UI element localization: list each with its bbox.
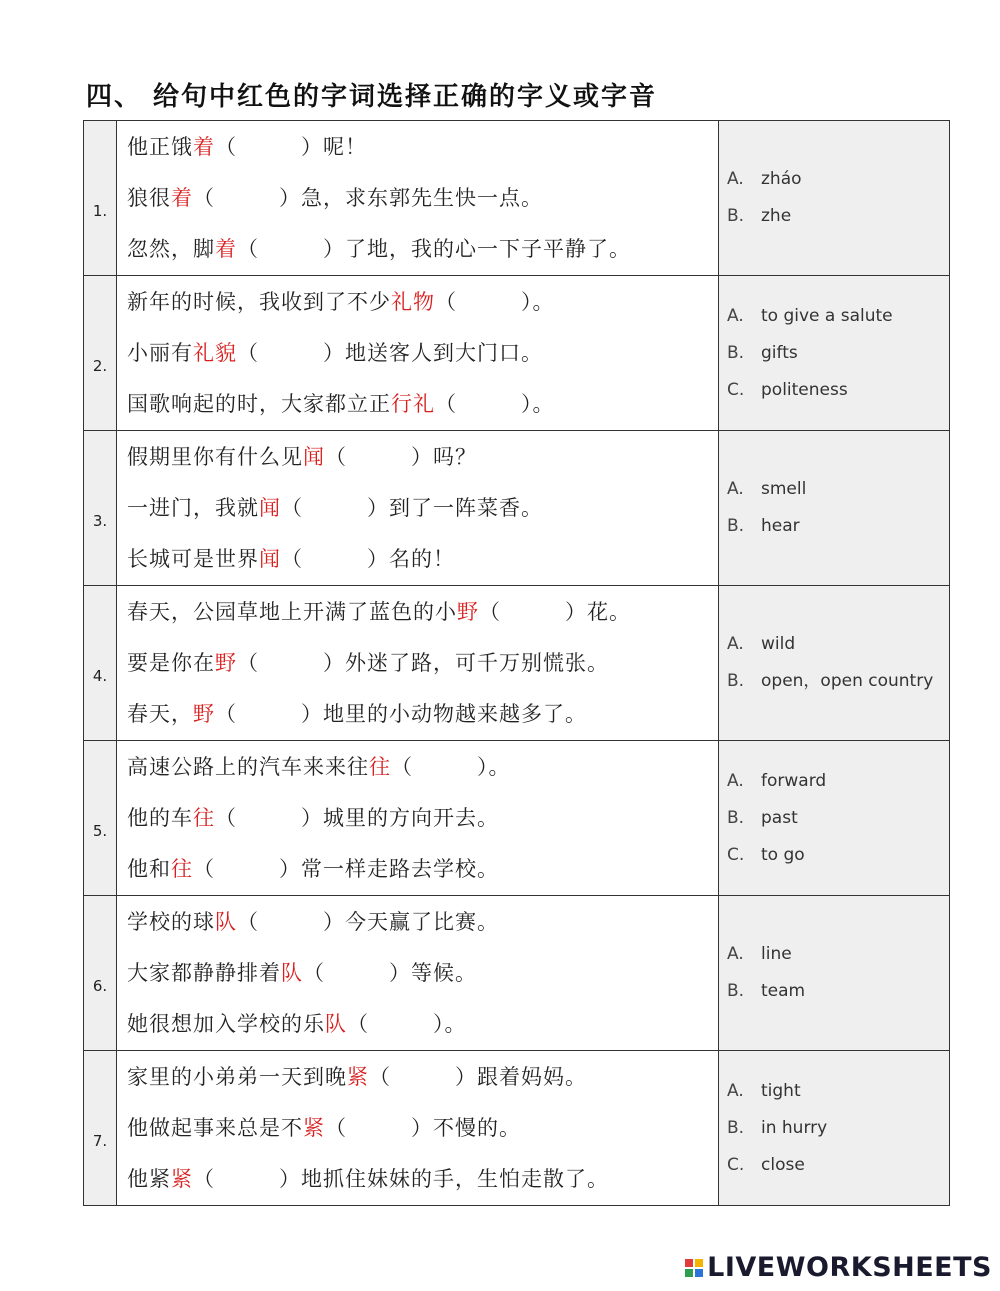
open-paren: （ — [237, 340, 259, 365]
question-row — [84, 586, 950, 741]
sentence-line — [117, 379, 718, 430]
option-letter: B. — [727, 516, 745, 536]
sentence-text: 假期里你有什么见 — [127, 444, 303, 469]
option-text: open，open country — [761, 671, 934, 691]
sentence-line — [117, 432, 718, 483]
highlighted-word: 队 — [215, 909, 237, 934]
highlighted-word: 队 — [281, 960, 303, 985]
sentence-text: 学校的球 — [127, 909, 215, 934]
sentence-text: 他做起事来总是不 — [127, 1115, 303, 1140]
sentence-text: 家里的小弟弟一天到晚 — [127, 1064, 347, 1089]
options-cell — [719, 1051, 950, 1206]
sentence-tail: ）名的！ — [367, 546, 455, 571]
question-number: 7. — [84, 1051, 117, 1206]
highlighted-word: 往 — [193, 805, 215, 830]
open-paren: （ — [347, 1011, 369, 1036]
open-paren: （ — [303, 960, 325, 985]
sentences-cell — [117, 121, 719, 276]
sentence-text: 春天，公园草地上开满了蓝色的小 — [127, 599, 457, 624]
option-letter: A. — [727, 1080, 744, 1101]
sentence-tail: ）。 — [477, 754, 511, 779]
option-letter: B. — [727, 671, 745, 691]
highlighted-word: 野 — [215, 650, 237, 675]
exercise-table — [83, 120, 950, 1206]
sentence-tail: ）地抓住妹妹的手，生怕走散了。 — [279, 1166, 609, 1191]
option-text: line — [761, 944, 792, 964]
sentence-text: 国歌响起的时，大家都立正 — [127, 391, 391, 416]
option-letter: A. — [727, 479, 744, 499]
option-letter: A. — [727, 634, 744, 654]
sentence-text: 他和 — [127, 856, 171, 881]
option-letter: A. — [727, 305, 744, 326]
option-letter: C. — [727, 844, 745, 865]
highlighted-word: 紧 — [171, 1166, 193, 1191]
sentence-tail: ）地里的小动物越来越多了。 — [301, 701, 587, 726]
sentence-tail: ）了地，我的心一下子平静了。 — [323, 236, 631, 261]
highlighted-word: 着 — [215, 236, 237, 261]
open-paren: （ — [193, 856, 215, 881]
question-number: 5. — [84, 741, 117, 896]
sentence-line — [117, 948, 718, 999]
sentence-tail: ）。 — [521, 391, 555, 416]
open-paren: （ — [325, 444, 347, 469]
sentence-line — [117, 793, 718, 844]
brand-square-yellow — [695, 1259, 703, 1267]
question-row — [84, 121, 950, 276]
question-number: 3. — [84, 431, 117, 586]
sentence-line — [117, 587, 718, 638]
open-paren: （ — [215, 134, 237, 159]
highlighted-word: 闻 — [259, 546, 281, 571]
open-paren: （ — [215, 805, 237, 830]
question-row — [84, 896, 950, 1051]
option-text: zháo — [761, 169, 802, 189]
option-text: past — [761, 807, 798, 828]
brand-icon — [685, 1259, 703, 1277]
sentence-text: 忽然，脚 — [127, 236, 215, 261]
sentence-tail: ）等候。 — [389, 960, 477, 985]
option-letter: B. — [727, 1117, 745, 1138]
question-row — [84, 741, 950, 896]
sentence-tail: ）花。 — [565, 599, 631, 624]
open-paren: （ — [325, 1115, 347, 1140]
option-item — [727, 298, 949, 335]
option-text: hear — [761, 516, 800, 536]
open-paren: （ — [369, 1064, 391, 1089]
option-item — [727, 763, 949, 800]
sentence-tail: ）跟着妈妈。 — [455, 1064, 587, 1089]
open-paren: （ — [237, 236, 259, 261]
sentence-text: 春天， — [127, 701, 193, 726]
sentence-tail: ）常一样走路去学校。 — [279, 856, 499, 881]
sentence-text: 他紧 — [127, 1166, 171, 1191]
option-item — [727, 800, 949, 837]
sentence-text: 高速公路上的汽车来来往 — [127, 754, 369, 779]
option-item — [727, 335, 949, 372]
sentence-tail: ）急，求东郭先生快一点。 — [279, 185, 543, 210]
sentences-cell — [117, 741, 719, 896]
sentence-text: 一进门，我就 — [127, 495, 259, 520]
option-letter: C. — [727, 1154, 745, 1175]
sentence-tail: ）外迷了路，可千万别慌张。 — [323, 650, 609, 675]
open-paren: （ — [193, 1166, 215, 1191]
sentence-tail: ）地送客人到大门口。 — [323, 340, 543, 365]
option-text: politeness — [761, 379, 848, 400]
open-paren: （ — [435, 289, 457, 314]
option-text: in hurry — [761, 1117, 828, 1138]
option-item — [727, 1147, 949, 1184]
option-letter: B. — [727, 342, 745, 363]
sentence-tail: ）呢！ — [301, 134, 367, 159]
sentence-line — [117, 1154, 718, 1205]
question-row — [84, 1051, 950, 1206]
option-text: gifts — [761, 342, 798, 363]
open-paren: （ — [479, 599, 501, 624]
highlighted-word: 往 — [369, 754, 391, 779]
option-text: to go — [761, 844, 805, 865]
highlighted-word: 闻 — [303, 444, 325, 469]
sentence-text: 他正饿 — [127, 134, 193, 159]
options-cell — [719, 741, 950, 896]
option-letter: A. — [727, 770, 744, 791]
highlighted-word: 礼貌 — [193, 340, 237, 365]
option-text: to give a salute — [761, 305, 893, 326]
option-text: zhe — [761, 206, 792, 226]
sentence-line — [117, 224, 718, 275]
brand-text: LIVEWORKSHEETS — [707, 1252, 992, 1283]
open-paren: （ — [237, 650, 259, 675]
worksheet-title: 四、 给句中红色的字词选择正确的字义或字音 — [86, 82, 658, 112]
sentence-line — [117, 742, 718, 793]
options-cell — [719, 586, 950, 741]
question-row — [84, 276, 950, 431]
options-cell — [719, 121, 950, 276]
sentence-line — [117, 277, 718, 328]
sentence-line — [117, 897, 718, 948]
option-letter: A. — [727, 944, 744, 964]
option-text: close — [761, 1154, 805, 1175]
option-item — [727, 936, 949, 973]
option-letter: B. — [727, 981, 745, 1001]
sentence-tail: ）。 — [521, 289, 555, 314]
option-text: tight — [761, 1080, 801, 1101]
brand-square-blue — [695, 1269, 703, 1277]
sentence-text: 要是你在 — [127, 650, 215, 675]
option-item — [727, 626, 949, 663]
options-cell — [719, 431, 950, 586]
option-item — [727, 973, 949, 1010]
brand-square-red — [685, 1259, 693, 1267]
option-letter: B. — [727, 807, 745, 828]
sentence-line — [117, 122, 718, 173]
option-item — [727, 1110, 949, 1147]
sentence-line — [117, 1103, 718, 1154]
sentence-line — [117, 844, 718, 895]
sentence-line — [117, 328, 718, 379]
highlighted-word: 着 — [171, 185, 193, 210]
sentence-tail: ）吗？ — [411, 444, 477, 469]
sentence-tail: ）到了一阵菜香。 — [367, 495, 543, 520]
option-letter: B. — [727, 206, 745, 226]
open-paren: （ — [391, 754, 413, 779]
sentences-cell — [117, 896, 719, 1051]
sentence-text: 小丽有 — [127, 340, 193, 365]
question-row — [84, 431, 950, 586]
option-text: team — [761, 981, 806, 1001]
open-paren: （ — [281, 546, 303, 571]
option-item — [727, 161, 949, 198]
sentence-line — [117, 1052, 718, 1103]
liveworksheets-logo — [685, 1252, 992, 1283]
option-text: forward — [761, 770, 827, 791]
option-item — [727, 372, 949, 409]
sentence-tail: ）城里的方向开去。 — [301, 805, 499, 830]
question-number: 2. — [84, 276, 117, 431]
option-item — [727, 663, 949, 700]
sentence-text: 他的车 — [127, 805, 193, 830]
sentence-line — [117, 999, 718, 1050]
question-number: 4. — [84, 586, 117, 741]
sentence-tail: ）今天赢了比赛。 — [323, 909, 499, 934]
highlighted-word: 紧 — [347, 1064, 369, 1089]
sentence-tail: ）不慢的。 — [411, 1115, 521, 1140]
brand-square-green — [685, 1269, 693, 1277]
sentence-line — [117, 483, 718, 534]
option-text: smell — [761, 479, 807, 499]
open-paren: （ — [435, 391, 457, 416]
sentence-line — [117, 689, 718, 740]
option-item — [727, 471, 949, 508]
sentence-text: 新年的时候，我收到了不少 — [127, 289, 391, 314]
highlighted-word: 野 — [193, 701, 215, 726]
option-item — [727, 837, 949, 874]
option-item — [727, 198, 949, 235]
sentence-tail: ）。 — [433, 1011, 467, 1036]
sentence-line — [117, 534, 718, 585]
open-paren: （ — [281, 495, 303, 520]
highlighted-word: 往 — [171, 856, 193, 881]
question-number: 6. — [84, 896, 117, 1051]
highlighted-word: 着 — [193, 134, 215, 159]
sentence-text: 她很想加入学校的乐 — [127, 1011, 325, 1036]
option-letter: A. — [727, 169, 744, 189]
open-paren: （ — [237, 909, 259, 934]
open-paren: （ — [215, 701, 237, 726]
sentences-cell — [117, 276, 719, 431]
options-cell — [719, 276, 950, 431]
highlighted-word: 队 — [325, 1011, 347, 1036]
option-item — [727, 1073, 949, 1110]
highlighted-word: 行礼 — [391, 391, 435, 416]
highlighted-word: 闻 — [259, 495, 281, 520]
sentence-line — [117, 173, 718, 224]
sentence-text: 长城可是世界 — [127, 546, 259, 571]
sentence-text: 大家都静静排着 — [127, 960, 281, 985]
highlighted-word: 紧 — [303, 1115, 325, 1140]
highlighted-word: 礼物 — [391, 289, 435, 314]
options-cell — [719, 896, 950, 1051]
question-number: 1. — [84, 121, 117, 276]
option-letter: C. — [727, 379, 745, 400]
sentence-text: 狼很 — [127, 185, 171, 210]
sentences-cell — [117, 1051, 719, 1206]
open-paren: （ — [193, 185, 215, 210]
sentences-cell — [117, 431, 719, 586]
sentence-line — [117, 638, 718, 689]
highlighted-word: 野 — [457, 599, 479, 624]
option-item — [727, 508, 949, 545]
sentences-cell — [117, 586, 719, 741]
option-text: wild — [761, 634, 796, 654]
